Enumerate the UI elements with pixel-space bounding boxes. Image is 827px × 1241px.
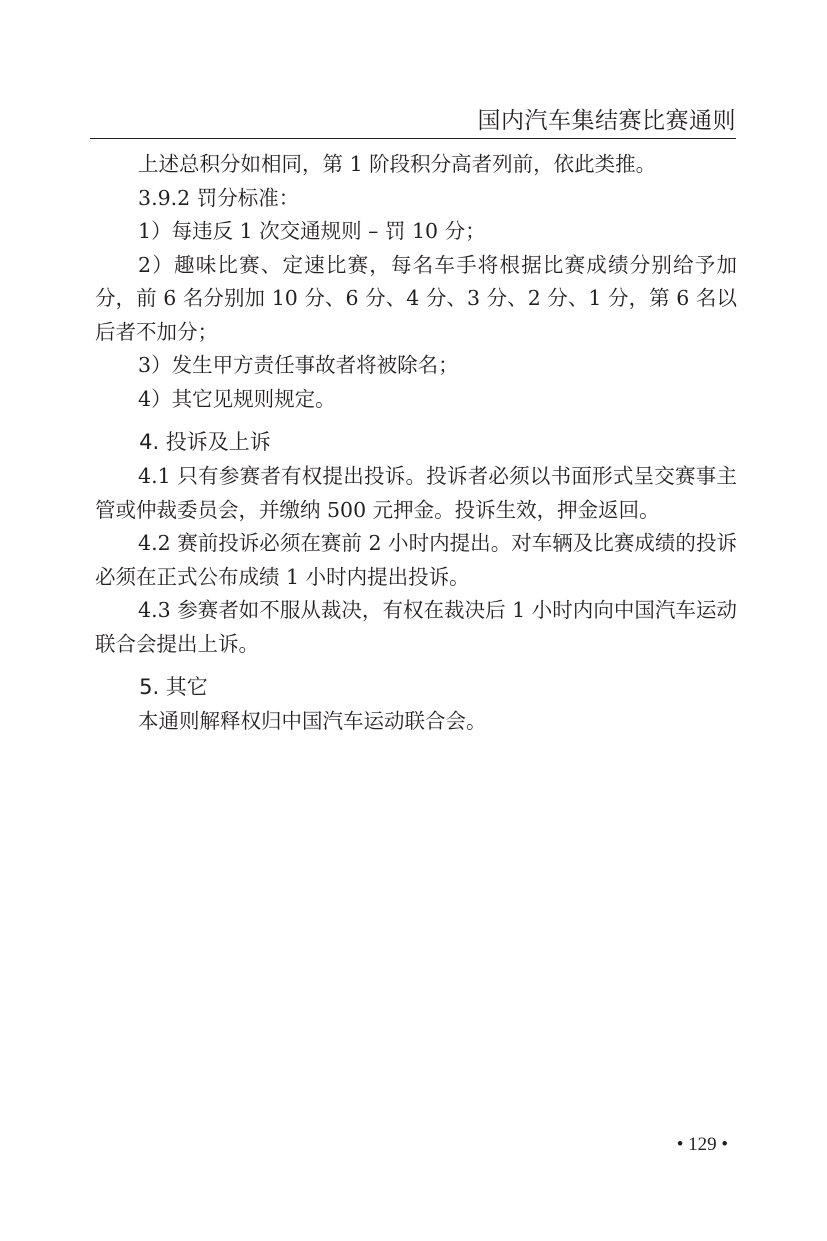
header-rule <box>90 138 736 139</box>
paragraph-5: 本通则解释权归中国汽车运动联合会。 <box>138 709 487 733</box>
running-header-title: 国内汽车集结赛比赛通则 <box>477 108 736 134</box>
penalty-item-1: 1）每违反 1 次交通规则 – 罚 10 分； <box>138 219 486 243</box>
penalty-item-3: 3）发生甲方责任事故者将被除名； <box>138 353 459 377</box>
paragraph-4-2: 4.2 赛前投诉必须在赛前 2 小时内提出。对车辆及比赛成绩的投诉必须在正式公布成绩 1 小时内提出投诉。 <box>95 531 737 589</box>
paragraph-3-9-1-tail: 上述总积分如相同，第 1 阶段积分高者列前，依此类推。 <box>138 152 657 176</box>
penalty-item-4: 4）其它见规则规定。 <box>138 386 336 411</box>
paragraph-4-3: 4.3 参赛者如不服从裁决，有权在裁决后 1 小时内向中国汽车运动联合会提出上诉。 <box>95 598 737 656</box>
section-5-heading: 5. 其它 <box>139 675 208 699</box>
penalty-item-2: 2）趣味比赛、定速比赛，每名车手将根据比赛成绩分别给予加分，前 6 名分别加 10 分、6 分、4 分、3 分、2 分、1 分，第 6 名以后者不加分； <box>95 252 737 344</box>
body-text <box>95 148 737 739</box>
page-number: • 129 • <box>676 1134 728 1155</box>
section-4-heading: 4. 投诉及上诉 <box>139 430 271 454</box>
paragraph-3-9-2-title: 3.9.2 罚分标准： <box>138 185 300 210</box>
paragraph-4-1: 4.1 只有参赛者有权提出投诉。投诉者必须以书面形式呈交赛事主管或仲裁委员会，并缴纳 500 元押金。投诉生效，押金返回。 <box>95 464 737 522</box>
